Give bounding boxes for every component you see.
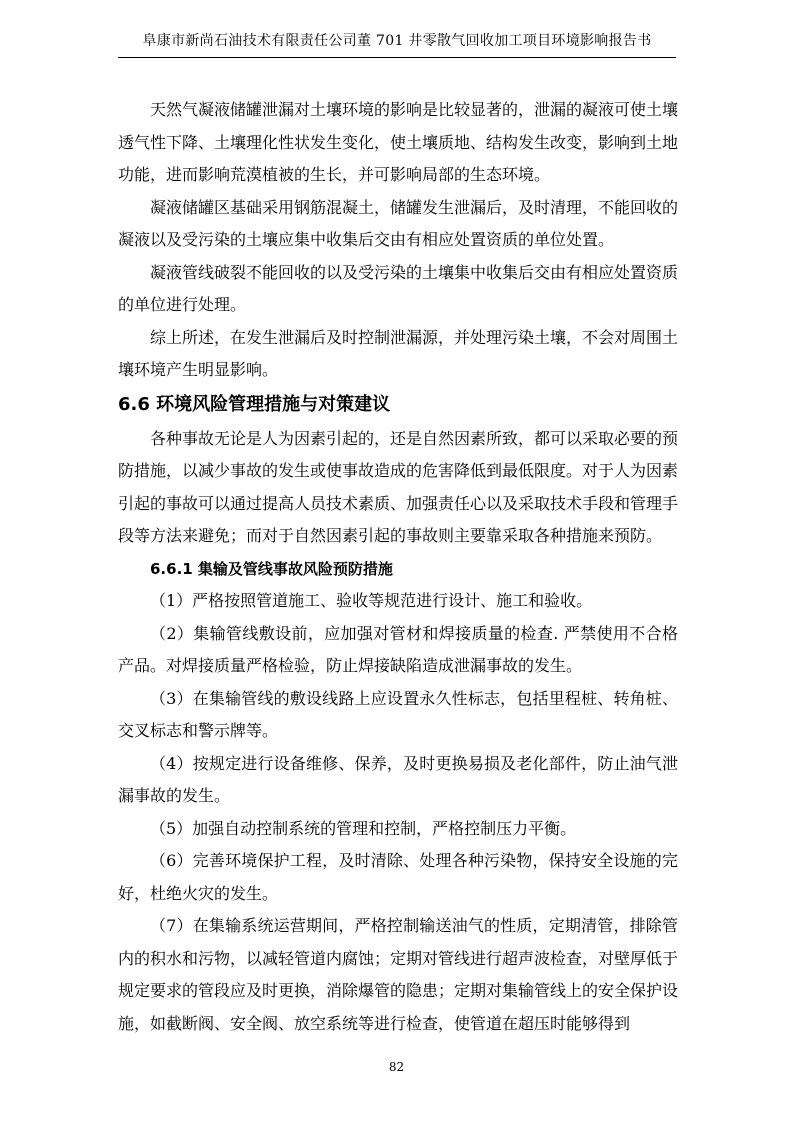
- page-header: 阜康市新尚石油技术有限责任公司董 701 井零散气回收加工项目环境影响报告书: [142, 33, 652, 49]
- paragraph: 天然气凝液储罐泄漏对土壤环境的影响是比较显著的，泄漏的凝液可使土壤透气性下降、土壤理化性状发生变化，使土壤质地、结构发生改变，影响到土地功能，进而影响荒漠植被的生长，并可影响局部的生态环境。: [118, 100, 679, 184]
- page-number: 82: [388, 1060, 405, 1074]
- paragraph: 凝液管线破裂不能回收的以及受污染的土壤集中收集后交由有相应处置资质的单位进行处理。: [118, 262, 679, 314]
- section-heading-6-6-1: 6.6.1 集输及管线事故风险预防措施: [150, 559, 393, 578]
- list-item: （5）加强自动控制系统的管理和控制，严格控制压力平衡。: [150, 818, 577, 838]
- list-item: （3）在集输管线的敷设线路上应设置永久性标志，包括里程桩、转角桩、交叉标志和警示牌等。: [118, 688, 678, 740]
- paragraph: 凝液储罐区基础采用钢筋混凝土，储罐发生泄漏后，及时清理，不能回收的凝液以及受污染的土壤应集中收集后交由有相应处置资质的单位处置。: [118, 197, 679, 249]
- paragraph: 各种事故无论是人为因素引起的，还是自然因素所致，都可以采取必要的预防措施，以减少事故的发生或使事故造成的危害降低到最低限度。对于人为因素引起的事故可以通过提高人员技术素质、加强责任心以及采取技术手段和管理手段等方法来避免；而对于自然因素引起的事故则主要靠采取各种措施来预防。: [118, 428, 679, 545]
- list-item: （1）严格按照管道施工、验收等规范进行设计、施工和验收。: [150, 591, 593, 610]
- list-item: （6）完善环境保护工程，及时清除、处理各种污染物，保持安全设施的完好，杜绝火灾的发生。: [118, 851, 678, 903]
- list-item: （4）按规定进行设备维修、保养，及时更换易损及老化部件，防止油气泄漏事故的发生。: [118, 753, 678, 805]
- paragraph: 综上所述，在发生泄漏后及时控制泄漏源，并处理污染土壤，不会对周围土壤环境产生明显影响。: [118, 327, 679, 379]
- header-divider: [118, 57, 676, 58]
- list-item: （7）在集输系统运营期间，严格控制输送油气的性质，定期清管，排除管内的积水和污物，以减轻管道内腐蚀；定期对管线进行超声波检查，对壁厚低于规定要求的管段应及时更换，消除爆管的隐患；定期对集输管线上的安全保护设施，如截断阀、安全阀、放空系统等进行检查，使管道在超压时能够得到: [118, 916, 679, 1033]
- document-body: [118, 94, 678, 1040]
- section-heading-6-6: 6.6 环境风险管理措施与对策建议: [118, 393, 391, 415]
- list-item: （2）集输管线敷设前，应加强对管材和焊接质量的检查. 严禁使用不合格产品。对焊接质量严格检验，防止焊接缺陷造成泄漏事故的发生。: [118, 623, 678, 675]
